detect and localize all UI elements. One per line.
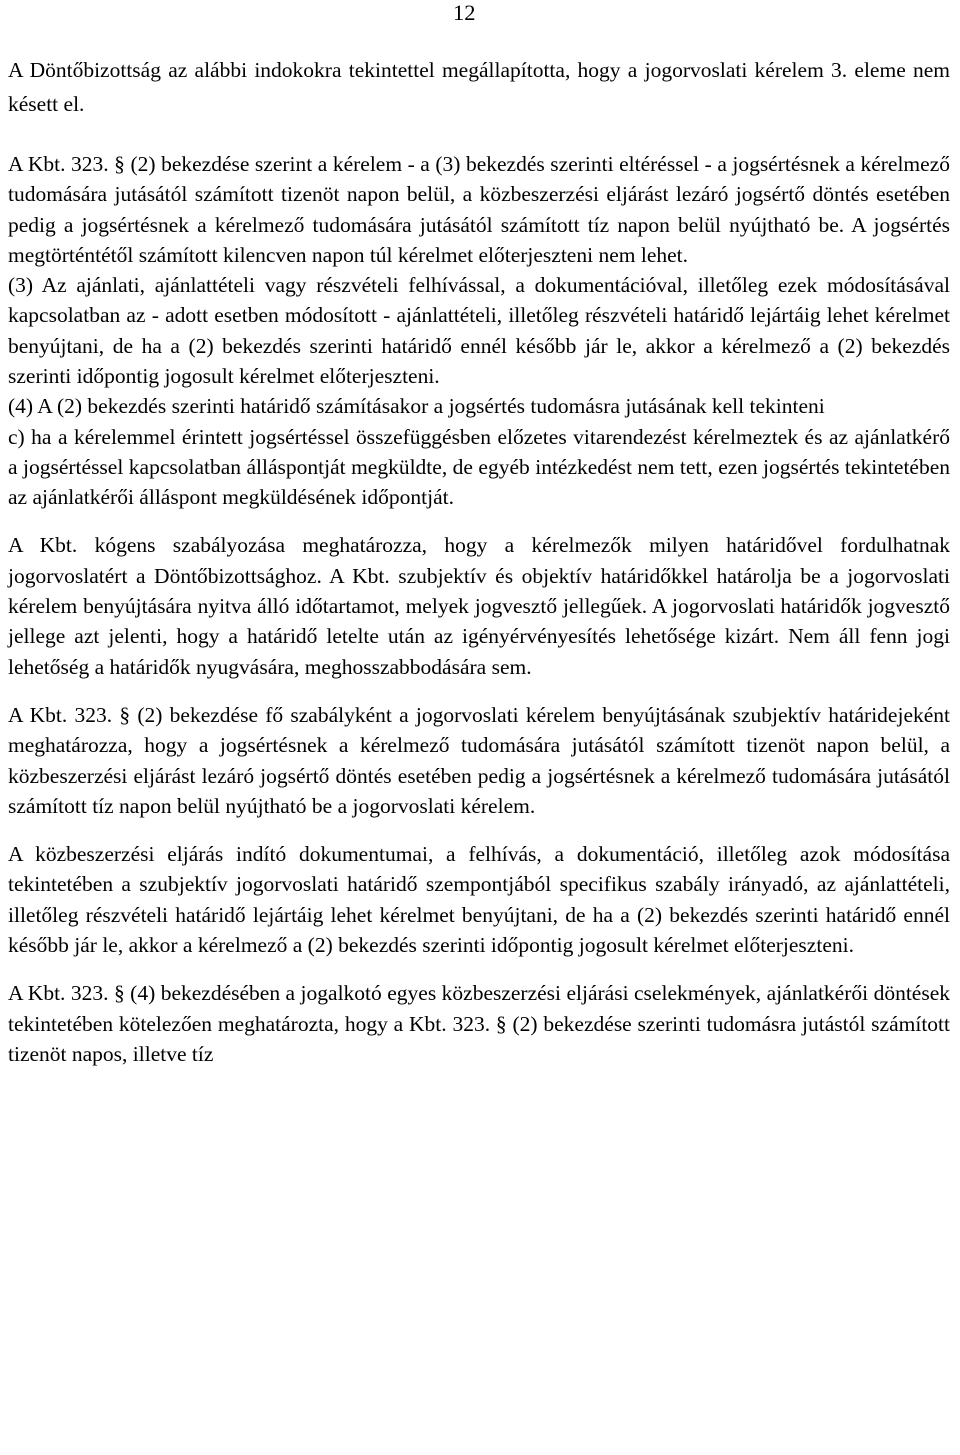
paragraph-kbt-323-2: A Kbt. 323. § (2) bekezdése szerint a kérelem - a (3) bekezdés szerinti eltéréssel - a jogsértésnek a kérelmező tudomására jutásától számított tizenöt napon belül, a közbeszerzési eljárást lezáró jogsértő döntés esetében pedig a jogsértésnek a kérelmező tudomására jutásától számított tíz napon belül nyújtható be. A jogsértés megtörténtétől számított kilencven napon túl kérelmet előterjeszteni nem lehet. bbox=[8, 151, 950, 267]
paragraph-intro: A Döntőbizottság az alábbi indokokra tekintettel megállapította, hogy a jogorvoslati kérelem 3. eleme nem késett el. bbox=[8, 57, 950, 116]
paragraph-kbt-323-4: (4) A (2) bekezdés szerinti határidő számításakor a jogsértés tudomásra jutásának kell tekinteni bbox=[8, 394, 825, 419]
paragraph-kbt-323-4c: c) ha a kérelemmel érintett jogsértéssel összefüggésben előzetes vitarendezést kérelmeztek és az ajánlatkérő a jogsértéssel kapcsolatban álláspontját megküldte, de egyéb intézkedést nem tett, ezen jogsértés tekintetében az ajánlatkérői álláspont megküldésének időpontját. bbox=[8, 424, 950, 510]
page-number: 12 bbox=[453, 0, 476, 25]
paragraph-kbt-323-4-legislator: A Kbt. 323. § (4) bekezdésében a jogalkotó egyes közbeszerzési eljárási cselekmények, ajánlatkérői döntések tekintetében kötelezően meghatározta, hogy a Kbt. 323. § (2) bekezdése szerinti tudomásra jutástól számított tizenöt napos, illetve tíz bbox=[8, 981, 950, 1066]
paragraph-kbt-323-3: (3) Az ajánlati, ajánlattételi vagy részvételi felhívással, a dokumentációval, illetőleg ezek módosításával kapcsolatban az - adott esetben módosított - ajánlattételi, illetőleg részvételi határidő lejártáig lehet kérelmet benyújtani, de ha a (2) bekezdés szerinti határidő ennél később jár le, akkor a kérelmező a (2) bekezdés szerinti időpontig jogosult kérelmet előterjeszteni. bbox=[8, 273, 950, 388]
paragraph-main-rule: A Kbt. 323. § (2) bekezdése fő szabályként a jogorvoslati kérelem benyújtásának szubjektív határidejeként meghatározza, hogy a jogsértésnek a kérelmező tudomására jutásától számított tizenöt napon belül, a közbeszerzési eljárást lezáró jogsértő döntés esetében pedig a jogsértésnek a kérelmező tudomására jutásától számított tíz napon belül nyújtható be a jogorvoslati kérelem. bbox=[8, 702, 950, 818]
page-body bbox=[8, 53, 950, 1070]
paragraph-specific-rule: A közbeszerzési eljárás indító dokumentumai, a felhívás, a dokumentáció, illetőleg azok módosítása tekintetében a szubjektív jogorvoslati határidő szempontjából specifikus szabály irányadó, az ajánlattételi, illetőleg részvételi határidő lejártáig lehet kérelmet benyújtani, de ha a (2) bekezdés szerinti határidő ennél később jár le, akkor a kérelmező a (2) bekezdés szerinti időpontig jogosult kérelmet előterjeszteni. bbox=[8, 842, 950, 958]
paragraph-cogent-rules: A Kbt. kógens szabályozása meghatározza, hogy a kérelmezők milyen határidővel fordulhatnak jogorvoslatért a Döntőbizottsághoz. A Kbt. szubjektív és objektív határidőkkel határolja be a jogorvoslati kérelem benyújtására nyitva álló időtartamot, melyek jogvesztő jellegűek. A jogorvoslati határidők jogvesztő jellege azt jelenti, hogy a határidő letelte után az igényérvényesítés lehetősége kizárt. Nem áll fenn jogi lehetőség a határidők nyugvására, meghosszabbodására sem. bbox=[8, 533, 950, 679]
